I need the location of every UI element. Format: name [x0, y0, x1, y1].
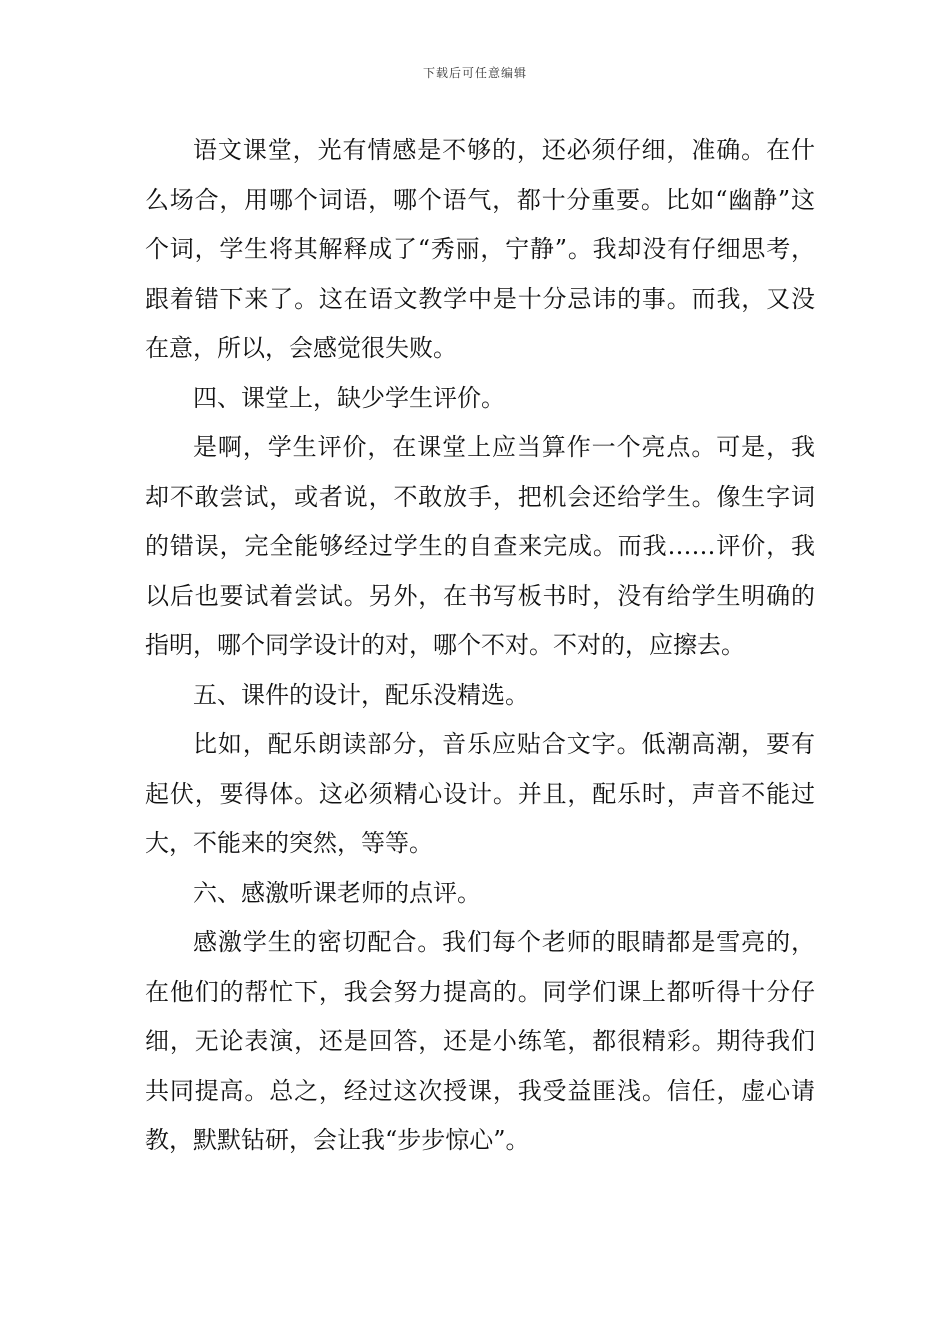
section-heading-5: 五、课件的设计，配乐没精选。 — [193, 680, 529, 709]
paragraph-3: 比如，配乐朗读部分，音乐应贴合文字。低潮高潮，要有起伏，要得体。这必须精心设计。并且，配乐时，声音不能过大，不能来的突然，等等。 — [145, 730, 815, 857]
document-body — [145, 126, 815, 1166]
section-heading-4: 四、课堂上，缺少学生评价。 — [193, 383, 505, 412]
section-heading-6: 六、感激听课老师的点评。 — [193, 878, 481, 907]
paragraph-4: 感激学生的密切配合。我们每个老师的眼睛都是雪亮的，在他们的帮忙下，我会努力提高的。同学们课上都听得十分仔细，无论表演，还是回答，还是小练笔，都很精彩。期待我们共同提高。总之，经过这次授课，我受益匪浅。信任，虚心请教，默默钻研，会让我“步步惊心”。 — [145, 928, 815, 1154]
paragraph-1: 语文课堂，光有情感是不够的，还必须仔细，准确。在什么场合，用哪个词语，哪个语气，都十分重要。比如“幽静”这个词，学生将其解释成了“秀丽，宁静”。我却没有仔细思考，跟着错下来了。这在语文教学中是十分忌讳的事。而我，又没在意，所以，会感觉很失败。 — [145, 136, 815, 362]
paragraph-2: 是啊，学生评价，在课堂上应当算作一个亮点。可是，我却不敢尝试，或者说，不敢放手，把机会还给学生。像生字词的错误，完全能够经过学生的自查来完成。而我……评价，我以后也要试着尝试。另外，在书写板书时，没有给学生明确的指明，哪个同学设计的对，哪个不对。不对的，应擦去。 — [145, 433, 815, 659]
page-header: 下载后可任意编辑 — [422, 66, 527, 80]
